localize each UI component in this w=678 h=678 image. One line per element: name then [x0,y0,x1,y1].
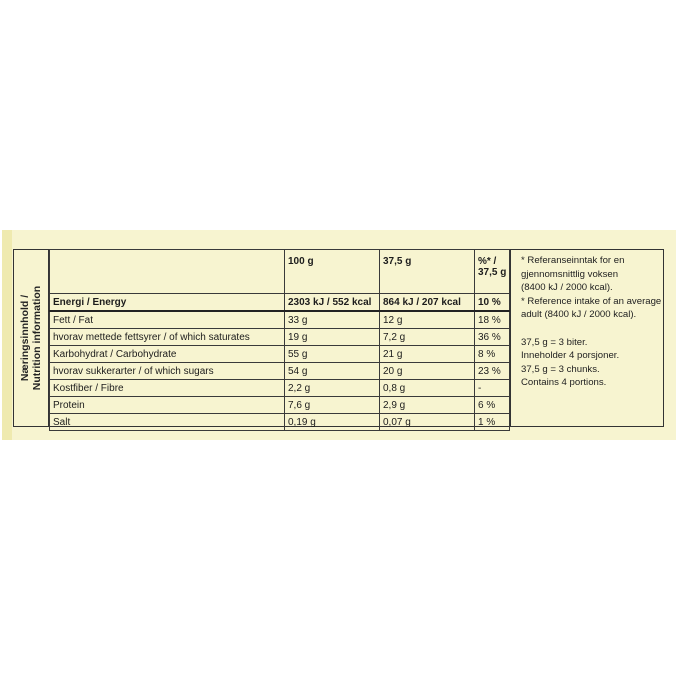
row-per100: 2,2 g [285,380,380,397]
table-row [50,329,510,346]
table-row [50,294,510,312]
row-per-portion: 864 kJ / 207 kcal [380,294,475,312]
note-line: * Referanseinntak for en [521,255,625,266]
table-row [50,346,510,363]
note-line: adult (8400 kJ / 2000 kcal). [521,309,637,320]
row-name: Fett / Fat [50,311,285,329]
row-percent: 23 % [475,363,510,380]
row-percent: 6 % [475,397,510,414]
row-per-portion: 7,2 g [380,329,475,346]
side-title-line2: Nutrition information [30,285,43,391]
note-spacer [521,322,663,336]
row-per100: 55 g [285,346,380,363]
table-row [50,397,510,414]
nutrition-table [49,249,510,431]
row-per-portion: 20 g [380,363,475,380]
row-per-portion: 0,8 g [380,380,475,397]
row-percent: 18 % [475,311,510,329]
row-per-portion: 0,07 g [380,414,475,431]
header-percent [475,250,510,294]
row-name: Protein [50,397,285,414]
row-per100: 19 g [285,329,380,346]
table-row [50,380,510,397]
note-line: Contains 4 portions. [521,377,607,388]
note-line: 37,5 g = 3 chunks. [521,363,600,375]
row-name: hvorav mettede fettsyrer / of which saturates [50,329,285,346]
row-per100: 7,6 g [285,397,380,414]
row-name: Energi / Energy [50,294,285,312]
row-per-portion: 2,9 g [380,397,475,414]
header-blank-cell [50,250,285,294]
header-percent-line2: 37,5 g [478,267,507,278]
row-percent: 8 % [475,346,510,363]
row-per100: 0,19 g [285,414,380,431]
header-per-portion: 37,5 g [380,250,475,294]
header-per100: 100 g [285,250,380,294]
table-row [50,311,510,329]
label-panel-edge [2,230,12,440]
row-name: Karbohydrat / Carbohydrate [50,346,285,363]
row-per100: 33 g [285,311,380,329]
note-line: Inneholder 4 porsjoner. [521,350,620,361]
note-line: * Reference intake of an average [521,295,662,307]
side-title-line1: Næringsinnhold / [18,294,31,382]
reference-notes [510,249,663,427]
side-title-text [19,286,43,390]
row-per100: 54 g [285,363,380,380]
table-header-row [50,250,510,294]
header-percent-line1: %* / [478,256,497,267]
side-title [13,249,49,427]
row-name: hvorav sukkerarter / of which sugars [50,363,285,380]
row-per-portion: 21 g [380,346,475,363]
row-name: Salt [50,414,285,431]
note-line: (8400 kJ / 2000 kcal). [521,282,613,293]
note-line: 37,5 g = 3 biter. [521,336,588,348]
row-percent: - [475,380,510,397]
row-per-portion: 12 g [380,311,475,329]
row-percent: 10 % [475,294,510,312]
row-name: Kostfiber / Fibre [50,380,285,397]
row-percent: 36 % [475,329,510,346]
row-percent: 1 % [475,414,510,431]
table-row [50,414,510,431]
row-per100: 2303 kJ / 552 kcal [285,294,380,312]
note-line: gjennomsnittlig voksen [521,268,619,280]
table-row [50,363,510,380]
